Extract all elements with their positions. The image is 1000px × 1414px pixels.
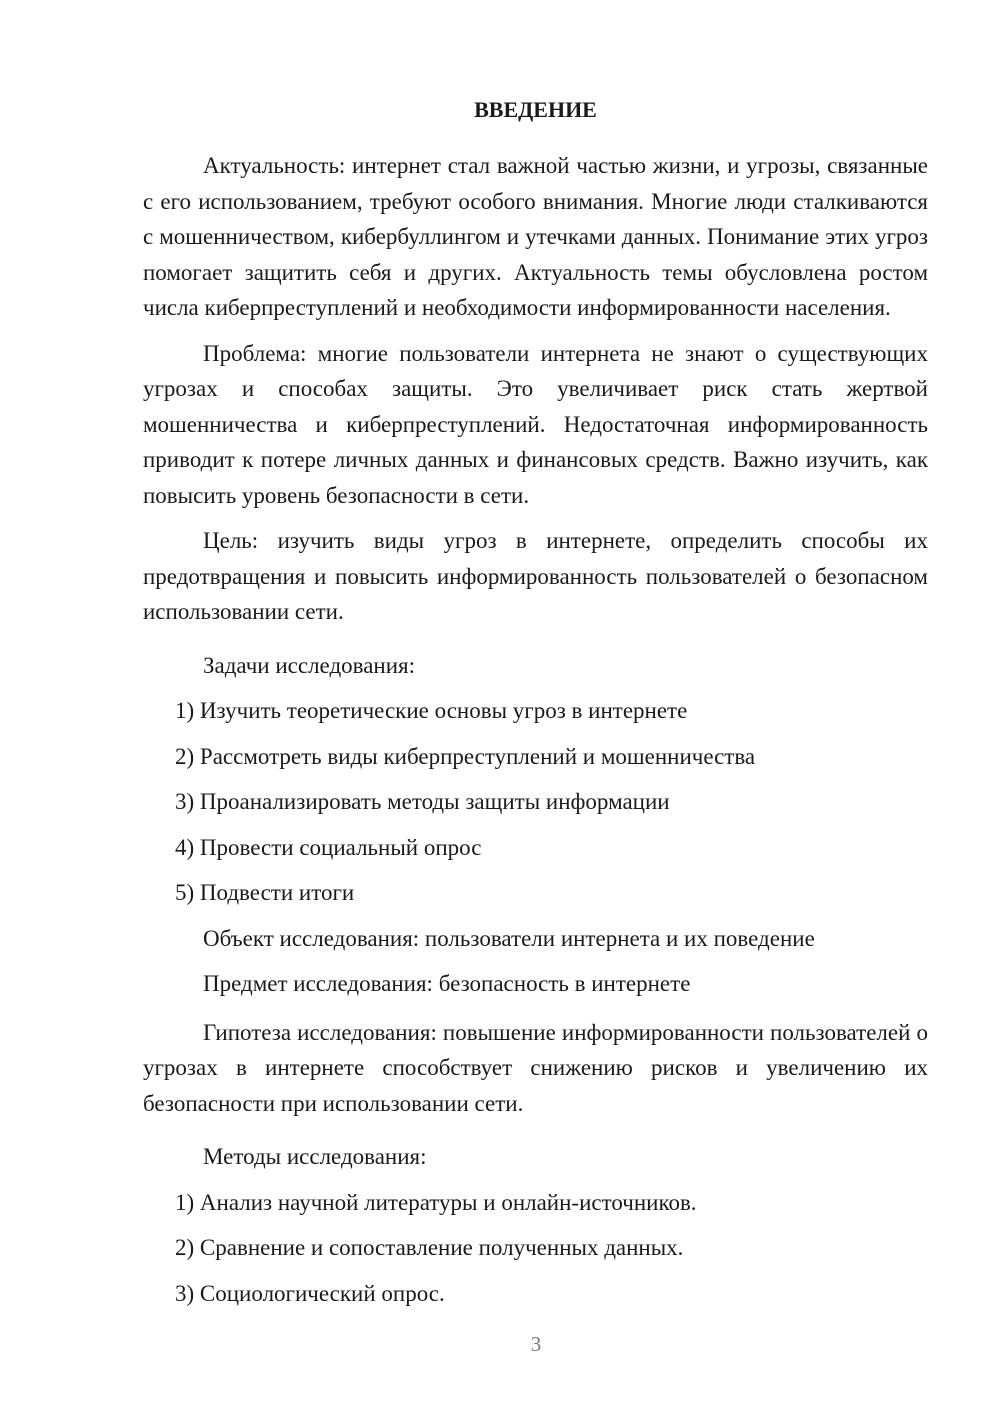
- list-item: 2) Рассмотреть виды киберпреступлений и мошенничества: [175, 743, 756, 769]
- tasks-heading: Задачи исследования:: [203, 652, 416, 678]
- page-content: [143, 92, 928, 1324]
- list-item: 3) Социологический опрос.: [175, 1280, 445, 1306]
- methods-list: [143, 1188, 928, 1309]
- page-title: ВВЕДЕНИЕ: [474, 97, 597, 122]
- subject-line: Предмет исследования: безопасность в интернете: [203, 971, 691, 996]
- list-item: 3) Проанализировать методы защиты информации: [175, 789, 670, 814]
- object-line: Объект исследования: пользователи интернета и их поведение: [203, 925, 815, 951]
- problem-paragraph: Проблема: многие пользователи интернета не знают о существующих угрозах и способах защиты. Это увеличивает риск стать жертвой мошенничества и киберпреступлений. Недостаточная информированность приводит к потере личных данных и финансовых средств. Важно изучить, как повысить уровень безопасности в сети.: [143, 340, 928, 508]
- tasks-list: [143, 696, 928, 908]
- methods-heading: Методы исследования:: [203, 1144, 427, 1169]
- relevance-paragraph: Актуальность: интернет стал важной частью жизни, и угрозы, связанные с его использованием, требуют особого внимания. Многие люди сталкиваются с мошенничеством, кибербуллингом и утечками данных. Понимание этих угроз помогает защитить себя и других. Актуальность темы обусловлена ростом числа киберпреступлений и необходимости информированности населения.: [143, 153, 928, 320]
- list-item: 2) Сравнение и сопоставление полученных данных.: [175, 1235, 684, 1260]
- list-item: 5) Подвести итоги: [175, 880, 355, 905]
- page-number: 3: [530, 1332, 542, 1356]
- hypothesis-paragraph: Гипотеза исследования: повышение информированности пользователей о угрозах в интернете способствует снижению рисков и увеличению их безопасности при использовании сети.: [143, 1019, 928, 1116]
- list-item: 1) Изучить теоретические основы угроз в интернете: [175, 698, 688, 723]
- list-item: 4) Провести социальный опрос: [175, 834, 482, 860]
- goal-paragraph: Цель: изучить виды угроз в интернете, определить способы их предотвращения и повысить информированность пользователей о безопасном использовании сети.: [143, 528, 928, 624]
- list-item: 1) Анализ научной литературы и онлайн-источников.: [175, 1189, 697, 1215]
